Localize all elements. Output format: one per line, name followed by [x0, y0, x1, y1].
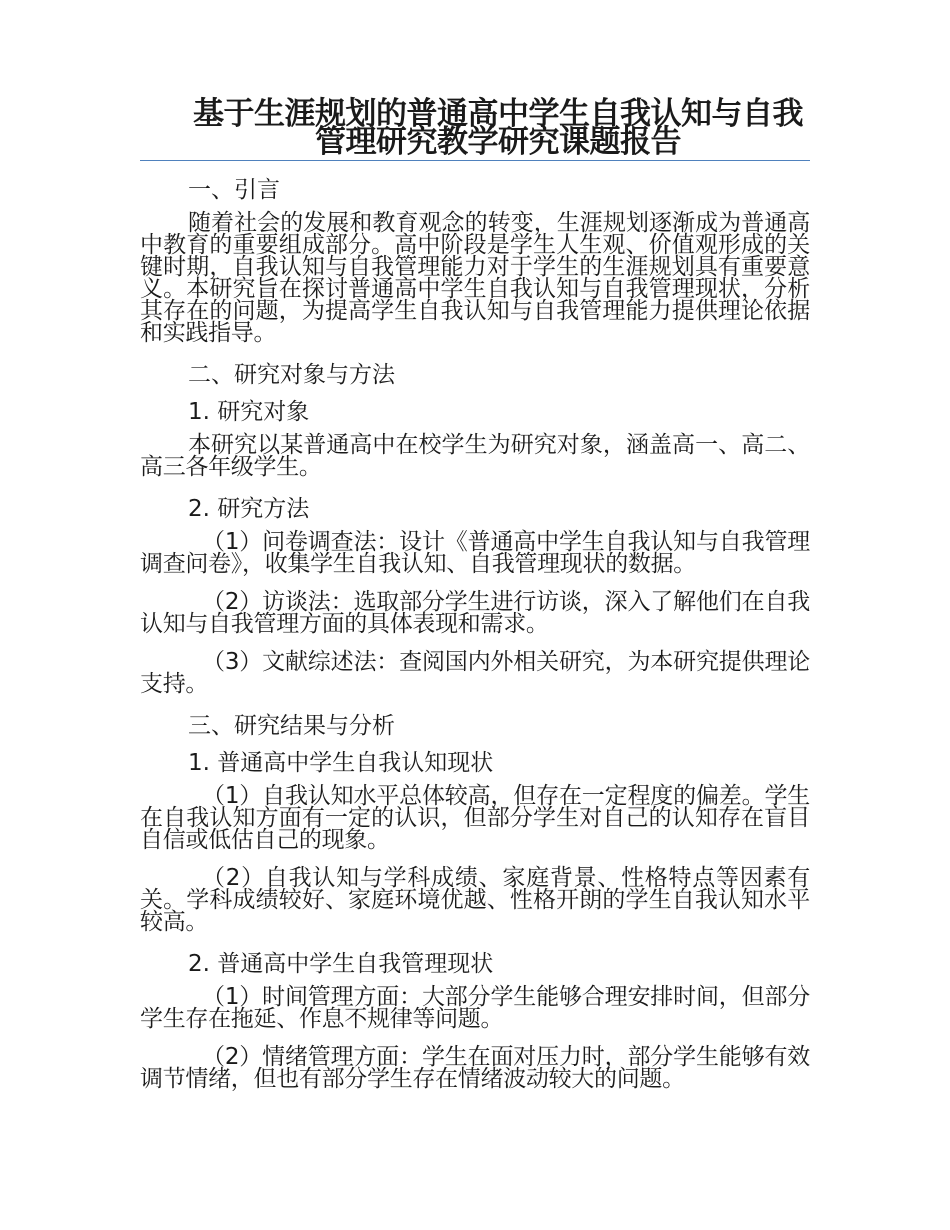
subheading-self-cognition: 1. 普通高中学生自我认知现状	[188, 750, 494, 776]
subheading-research-methods: 2. 研究方法	[188, 496, 310, 522]
paragraph-emotion-management: （2）情绪管理方面：学生在面对压力时，部分学生能够有效调节情绪，但也有部分学生存在情绪波动较大的问题。	[140, 1044, 810, 1092]
paragraph-introduction: 随着社会的发展和教育观念的转变，生涯规划逐渐成为普通高中教育的重要组成部分。高中阶段是学生人生观、价值观形成的关键时期，自我认知与自我管理能力对于学生的生涯规划具有重要意义。本研究旨在探讨普通高中学生自我认知与自我管理现状，分析其存在的问题，为提高学生自我认知与自我管理能力提供理论依据和实践指导。	[140, 210, 810, 346]
subheading-research-subjects: 1. 研究对象	[188, 399, 310, 425]
section-heading-subjects-methods: 二、研究对象与方法	[188, 362, 395, 388]
title-underline-divider	[140, 160, 810, 161]
paragraph-method-literature: （3）文献综述法：查阅国内外相关研究，为本研究提供理论支持。	[140, 649, 810, 697]
paragraph-research-subjects: 本研究以某普通高中在校学生为研究对象，涵盖高一、高二、高三各年级学生。	[140, 432, 810, 480]
document-title: 基于生涯规划的普通高中学生自我认知与自我管理研究教学研究课题报告	[193, 96, 803, 160]
paragraph-cognition-level: （1）自我认知水平总体较高，但存在一定程度的偏差。学生在自我认知方面有一定的认识，但部分学生对自己的认知存在盲目自信或低估自己的现象。	[140, 783, 810, 853]
paragraph-method-questionnaire: （1）问卷调查法：设计《普通高中学生自我认知与自我管理调查问卷》，收集学生自我认知、自我管理现状的数据。	[140, 529, 810, 577]
paragraph-time-management: （1）时间管理方面：大部分学生能够合理安排时间，但部分学生存在拖延、作息不规律等问题。	[140, 984, 810, 1032]
paragraph-cognition-factors: （2）自我认知与学科成绩、家庭背景、性格特点等因素有关。学科成绩较好、家庭环境优越、性格开朗的学生自我认知水平较高。	[140, 865, 810, 935]
section-heading-introduction: 一、引言	[188, 177, 280, 203]
subheading-self-management: 2. 普通高中学生自我管理现状	[188, 951, 494, 977]
paragraph-method-interview: （2）访谈法：选取部分学生进行访谈，深入了解他们在自我认知与自我管理方面的具体表现和需求。	[140, 589, 810, 637]
document-page	[140, 96, 810, 1106]
section-heading-results: 三、研究结果与分析	[188, 713, 395, 739]
